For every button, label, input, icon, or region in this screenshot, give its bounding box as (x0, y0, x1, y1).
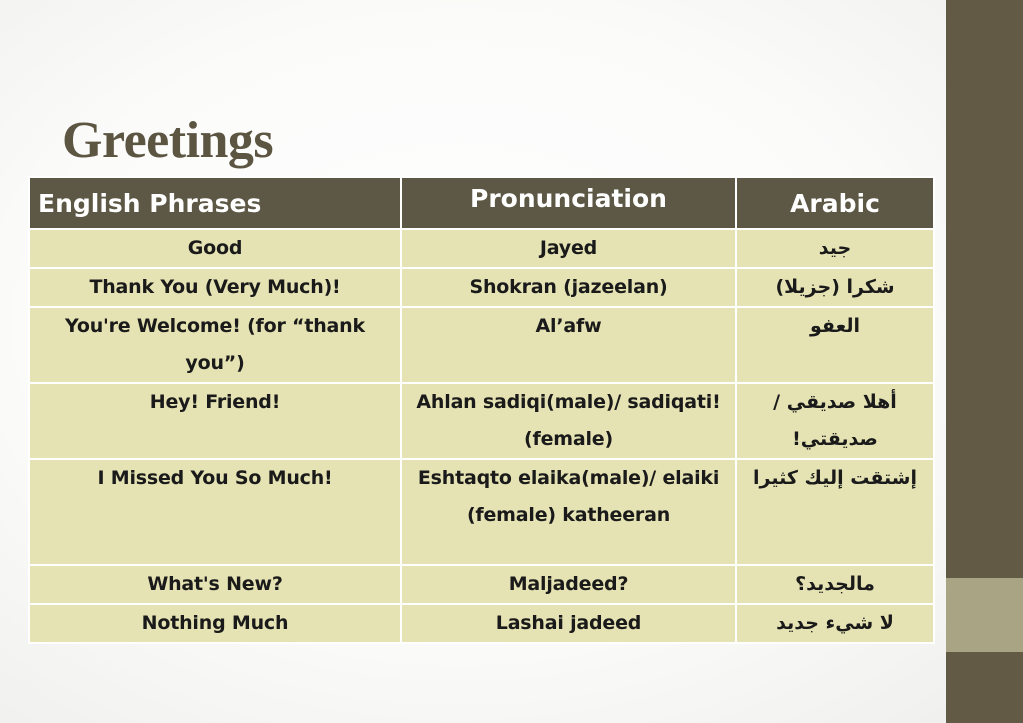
pronunciation-cell: Al’afw (401, 307, 736, 383)
arabic-cell: مالجديد؟ (736, 565, 934, 604)
english-cell: What's New? (29, 565, 401, 604)
arabic-cell: أهلا صديقي /صديقتي! (736, 383, 934, 459)
table-row (29, 268, 934, 307)
table-row (29, 604, 934, 643)
pronunciation-cell: Eshtaqto elaika(male)/ elaiki (female) katheeran (401, 459, 736, 565)
english-cell: Hey! Friend! (29, 383, 401, 459)
table-row (29, 565, 934, 604)
table-header-row (29, 177, 934, 229)
arabic-cell: إشتقت إليك كثيرا (736, 459, 934, 565)
pronunciation-cell: Ahlan sadiqi(male)/ sadiqati! (female) (401, 383, 736, 459)
table-row (29, 229, 934, 268)
arabic-cell: شكرا (جزيلا) (736, 268, 934, 307)
table-row (29, 383, 934, 459)
sidebar-accent-band (946, 578, 1023, 652)
table-row (29, 307, 934, 383)
arabic-cell: العفو (736, 307, 934, 383)
sidebar-decoration (946, 0, 1023, 723)
header-pronunciation: Pronunciation (401, 177, 736, 229)
pronunciation-cell: Shokran (jazeelan) (401, 268, 736, 307)
pronunciation-cell: Jayed (401, 229, 736, 268)
pronunciation-cell: Maljadeed? (401, 565, 736, 604)
pronunciation-cell: Lashai jadeed (401, 604, 736, 643)
arabic-cell: لا شيء جديد (736, 604, 934, 643)
english-cell: I Missed You So Much! (29, 459, 401, 565)
slide-title: Greetings (62, 112, 274, 169)
header-english-phrases: English Phrases (29, 177, 401, 229)
greetings-table (28, 176, 935, 644)
english-cell: Thank You (Very Much)! (29, 268, 401, 307)
english-cell: Nothing Much (29, 604, 401, 643)
english-cell: Good (29, 229, 401, 268)
table-row (29, 459, 934, 565)
header-arabic: Arabic (736, 177, 934, 229)
english-cell: You're Welcome! (for “thank you”) (29, 307, 401, 383)
arabic-cell: جيد (736, 229, 934, 268)
